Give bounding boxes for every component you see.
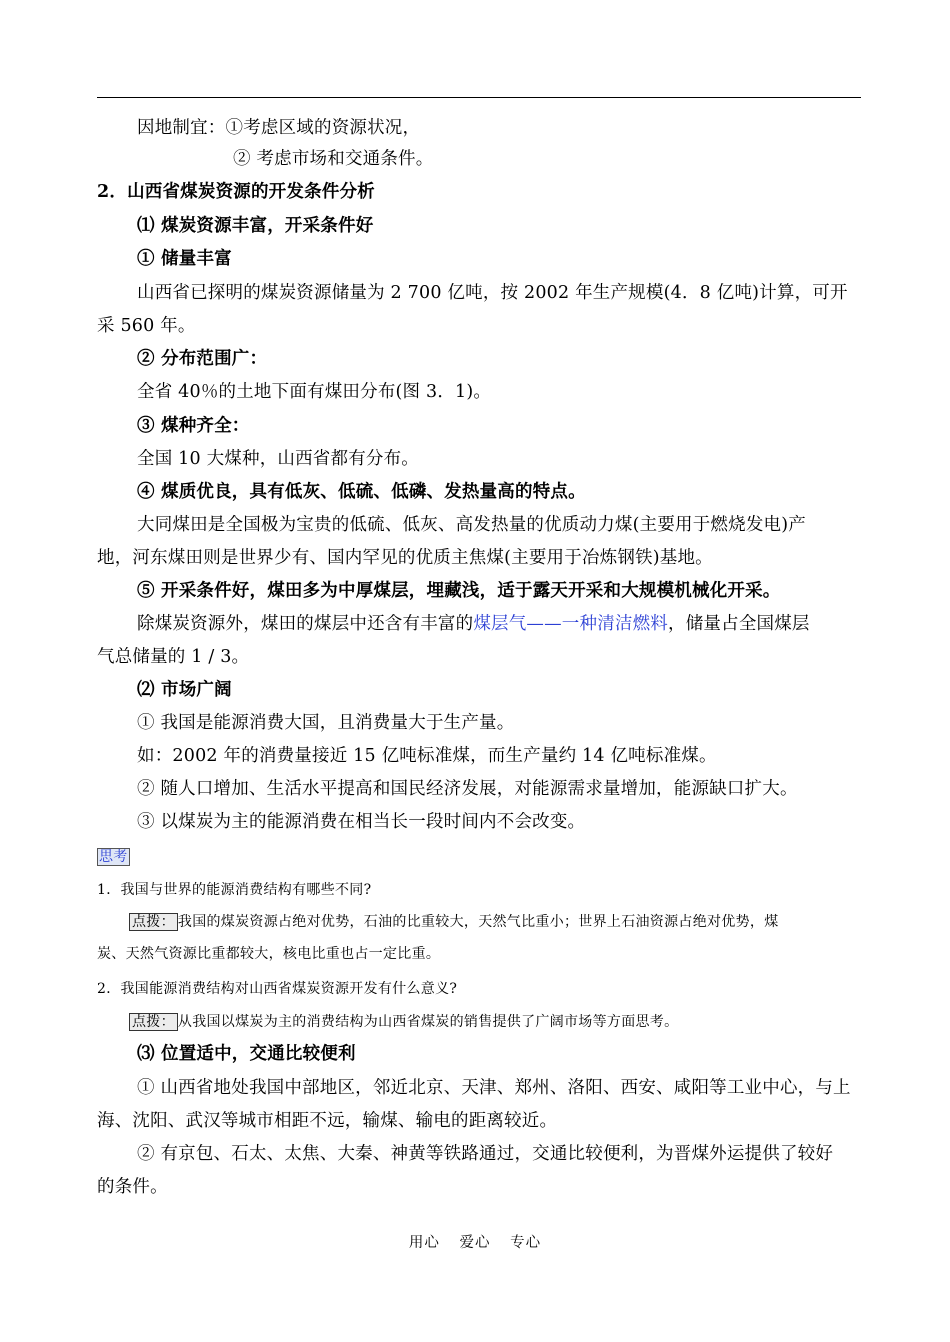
text-line: 采 560 年。 xyxy=(97,316,196,336)
hint-label: 点拨： xyxy=(129,913,178,931)
subsection-heading: ⑵ 市场广阔 xyxy=(137,680,232,700)
text-line: ② 随人口增加、生活水平提高和国民经济发展，对能源需求量增加，能源缺口扩大。 xyxy=(137,779,798,799)
think-tag-line xyxy=(97,847,130,867)
text-line: 气总储量的 1 / 3。 xyxy=(97,647,250,667)
text-line xyxy=(137,613,810,635)
text-line: 地，河东煤田则是世界少有、国内罕见的优质主焦煤(主要用于冶炼钢铁)基地。 xyxy=(97,548,713,568)
answer-line xyxy=(129,1012,678,1032)
point-heading: ② 分布范围广： xyxy=(137,349,268,369)
text-span: 除煤炭资源外，煤田的煤层中还含有丰富的 xyxy=(137,614,474,634)
highlight-text: 煤层气——一种清洁燃料 xyxy=(473,614,669,634)
text-line: ③ 以煤炭为主的能源消费在相当长一段时间内不会改变。 xyxy=(137,812,586,832)
answer-text: 从我国以煤炭为主的消费结构为山西省煤炭的销售提供了广阔市场等方面思考。 xyxy=(177,1014,679,1030)
text-line: 的条件。 xyxy=(97,1177,168,1197)
point-heading: ⑤ 开采条件好，煤田多为中厚煤层，埋藏浅，适于露天开采和大规模机械化开采。 xyxy=(137,581,781,601)
section-heading: 2．山西省煤炭资源的开发条件分析 xyxy=(97,182,375,202)
text-line: 山西省已探明的煤炭资源储量为 2 700 亿吨，按 2002 年生产规模(4．8 亿吨)计算，可开 xyxy=(137,283,848,303)
text-line: ② 有京包、石太、太焦、大秦、神黄等铁路通过，交通比较便利，为晋煤外运提供了较好 xyxy=(137,1144,834,1164)
text-line: 全省 40％的土地下面有煤田分布(图 3．1)。 xyxy=(137,382,492,402)
point-heading: ③ 煤种齐全： xyxy=(137,416,250,436)
answer-text: 我国的煤炭资源占绝对优势，石油的比重较大，天然气比重小；世界上石油资源占绝对优势，煤 xyxy=(177,914,779,930)
text-line: 如：2002 年的消费量接近 15 亿吨标准煤，而生产量约 14 亿吨标准煤。 xyxy=(137,746,717,766)
answer-line xyxy=(129,912,779,932)
point-heading: ④ 煤质优良，具有低灰、低硫、低磷、发热量高的特点。 xyxy=(137,482,586,502)
page-footer: 用心 爱心 专心 xyxy=(408,1235,542,1251)
question: 1．我国与世界的能源消费结构有哪些不同? xyxy=(97,882,372,898)
text-line: 全国 10 大煤种，山西省都有分布。 xyxy=(137,449,419,469)
text-line: 大同煤田是全国极为宝贵的低硫、低灰、高发热量的优质动力煤(主要用于燃烧发电)产 xyxy=(137,515,806,535)
subsection-heading: ⑶ 位置适中，交通比较便利 xyxy=(137,1044,356,1064)
text-line: ① 山西省地处我国中部地区，邻近北京、天津、郑州、洛阳、西安、咸阳等工业中心，与上 xyxy=(137,1078,851,1098)
hint-label: 点拨： xyxy=(129,1013,178,1031)
text-line: ① 我国是能源消费大国，且消费量大于生产量。 xyxy=(137,713,515,733)
answer-line: 炭、天然气资源比重都较大，核电比重也占一定比重。 xyxy=(97,946,441,962)
think-tag: 思考 xyxy=(99,849,128,865)
subsection-heading: ⑴ 煤炭资源丰富，开采条件好 xyxy=(137,216,374,236)
text-span: ，储量占全国煤层 xyxy=(668,614,810,634)
header-rule xyxy=(97,97,861,98)
text-line: 因地制宜：①考虑区域的资源状况， xyxy=(137,118,421,138)
point-heading: ① 储量丰富 xyxy=(137,249,232,269)
text-line: ② 考虑市场和交通条件。 xyxy=(233,149,434,169)
text-line: 海、沈阳、武汉等城市相距不远，输煤、输电的距离较近。 xyxy=(97,1111,558,1131)
question: 2．我国能源消费结构对山西省煤炭资源开发有什么意义? xyxy=(97,981,458,997)
